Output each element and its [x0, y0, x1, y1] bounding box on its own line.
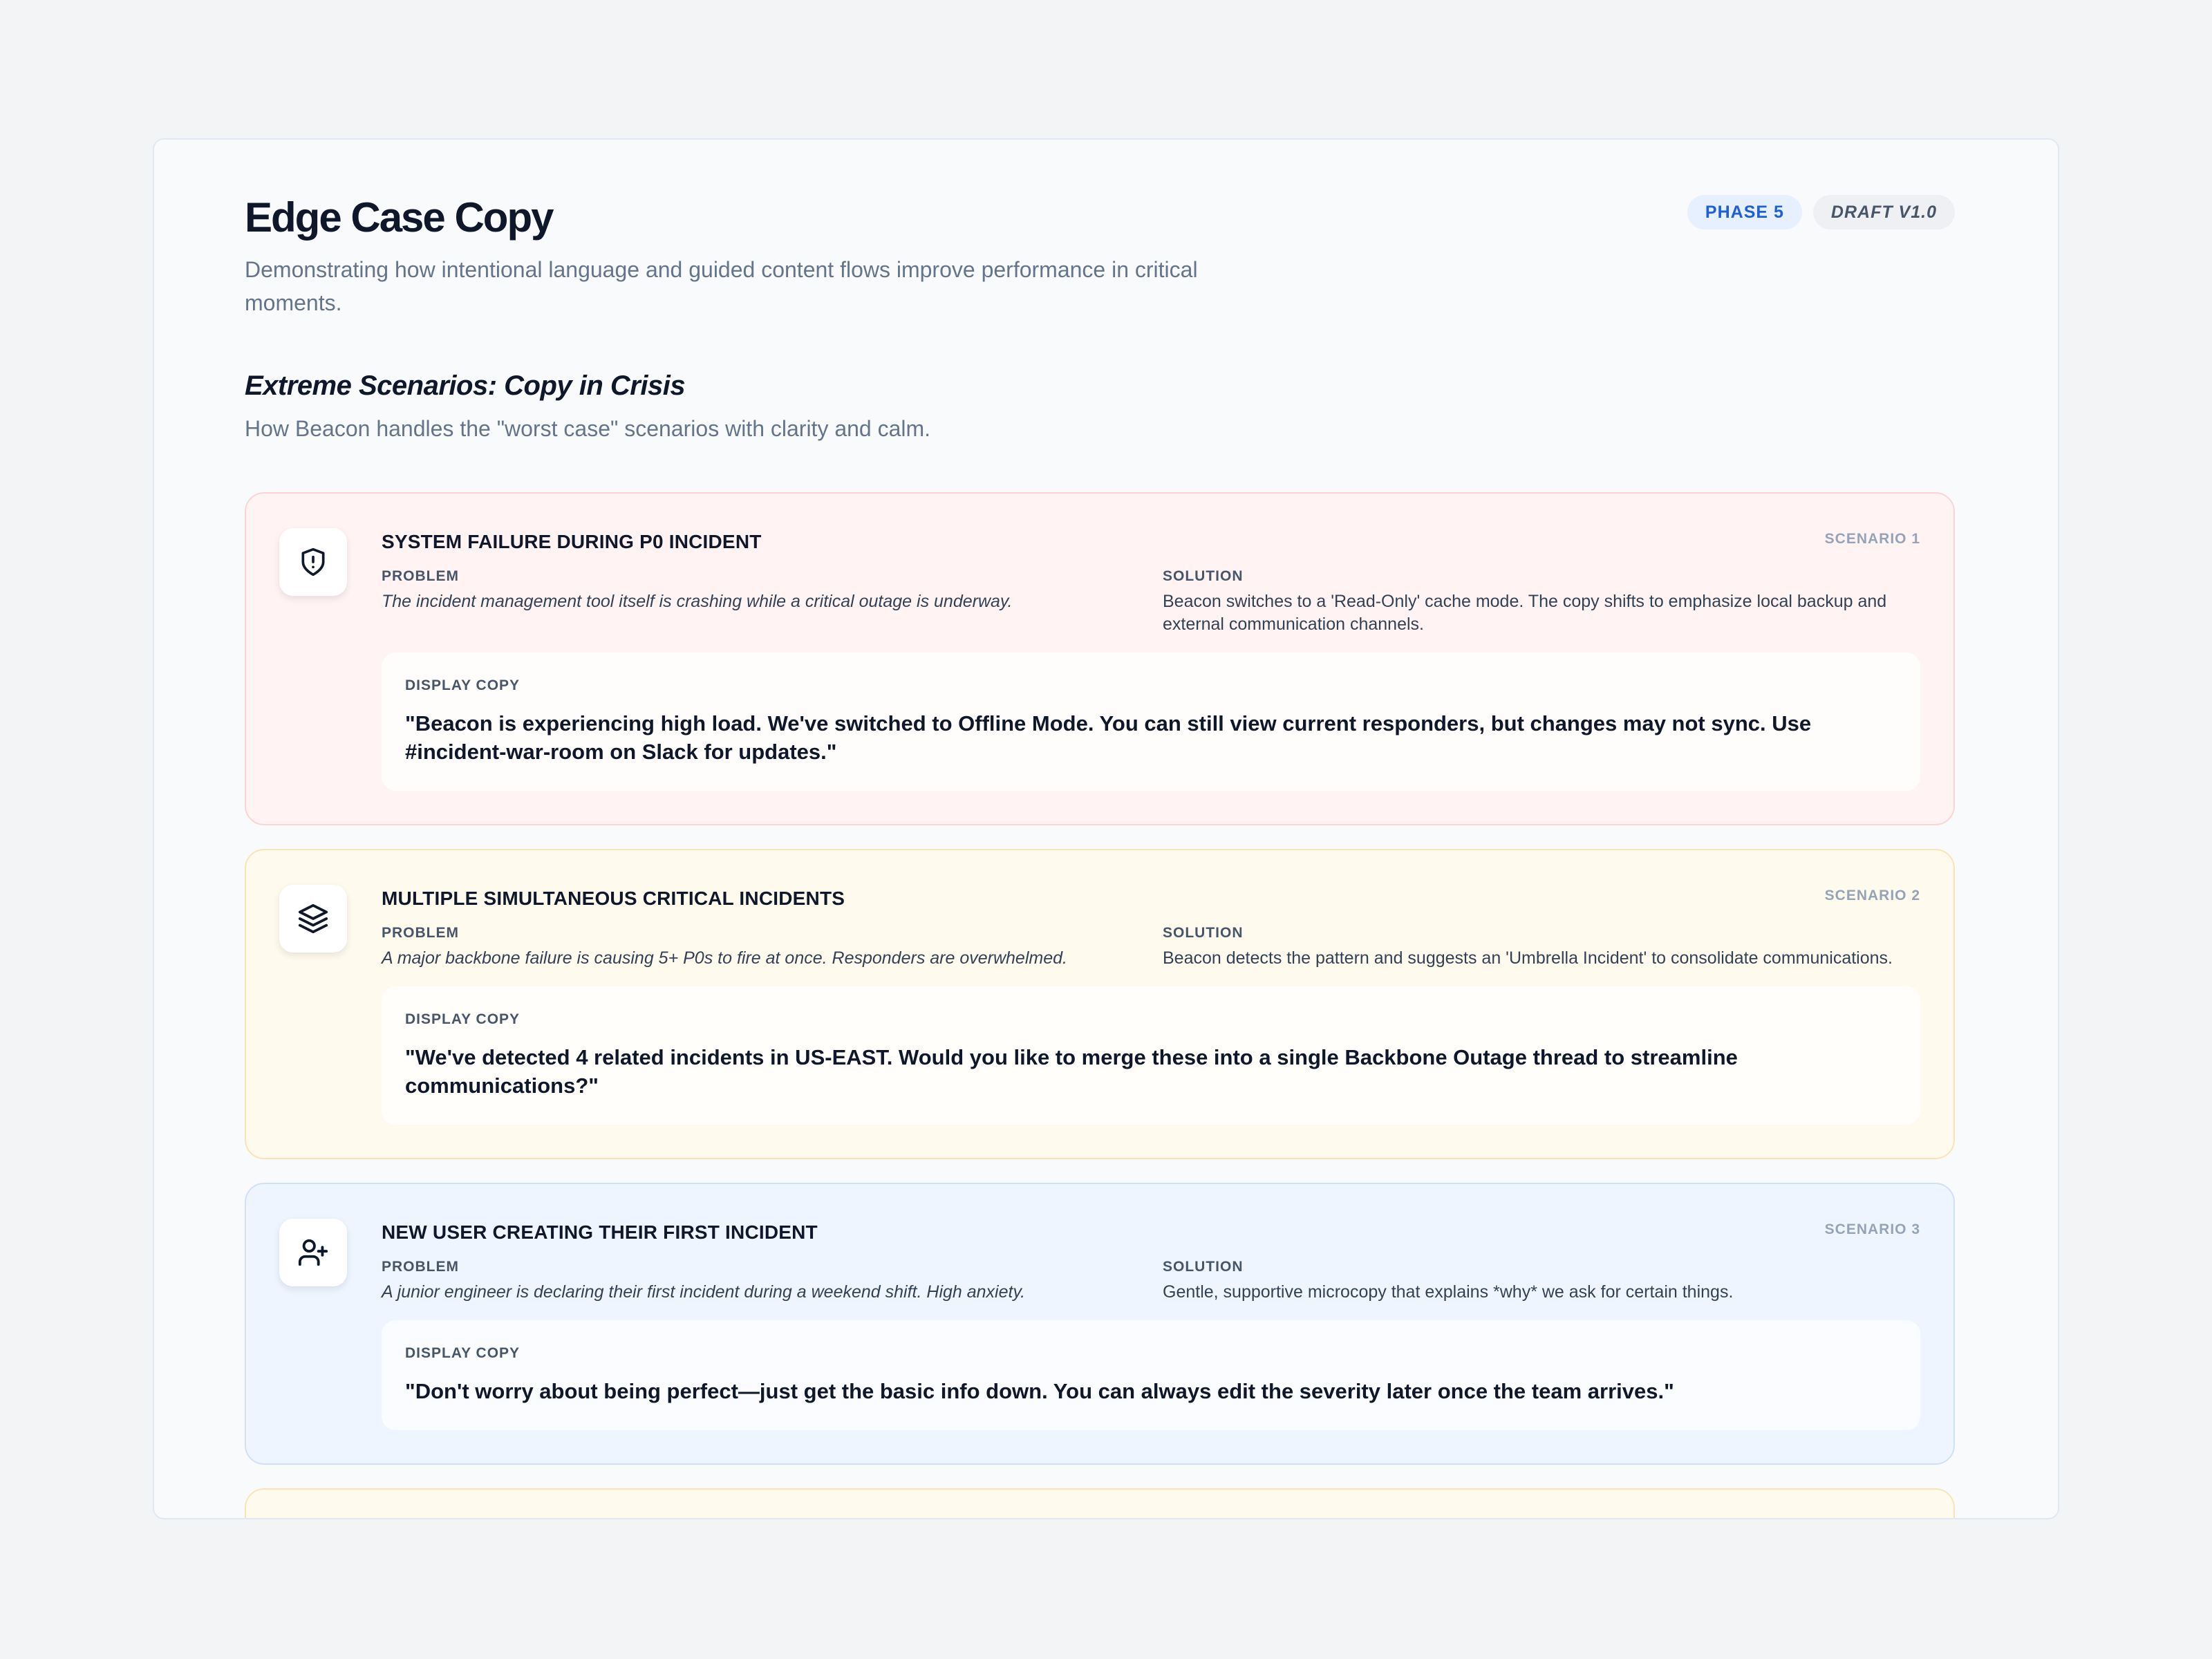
- page-title: Edge Case Copy: [245, 194, 553, 241]
- section-subtitle: How Beacon handles the "worst case" scenarios with clarity and calm.: [245, 416, 931, 441]
- shield-alert-icon: [279, 528, 347, 596]
- section-title: Extreme Scenarios: Copy in Crisis: [245, 371, 686, 401]
- problem-column: [382, 565, 1163, 636]
- display-copy-text: "Don't worry about being perfect—just get the basic info down. You can always edit the severity later once the team arrives.": [405, 1379, 1674, 1403]
- main-panel: [153, 138, 2059, 1519]
- solution-text: Beacon detects the pattern and suggests an 'Umbrella Incident' to consolidate communications.: [1163, 948, 1893, 968]
- scenario-card-partial: [245, 1488, 1955, 1519]
- display-copy-box: [382, 653, 1920, 791]
- solution-column: [1163, 1256, 1920, 1304]
- user-plus-icon: [279, 1219, 347, 1286]
- problem-label: PROBLEM: [382, 925, 459, 941]
- solution-column: [1163, 922, 1920, 970]
- scenario-card: [245, 849, 1955, 1159]
- problem-text: A major backbone failure is causing 5+ P0s to fire at once. Responders are overwhelmed.: [382, 948, 1067, 968]
- problem-column: [382, 922, 1163, 970]
- scenario-number: SCENARIO 3: [1824, 1221, 1920, 1237]
- scenario-card: [245, 1183, 1955, 1465]
- phase-badge: PHASE 5: [1687, 195, 1802, 229]
- solution-label: SOLUTION: [1163, 568, 1244, 584]
- scenario-card: [245, 492, 1955, 825]
- scenario-title: SYSTEM FAILURE DURING P0 INCIDENT: [382, 531, 762, 552]
- display-copy-box: [382, 1320, 1920, 1430]
- display-copy-text: "We've detected 4 related incidents in US-EAST. Would you like to merge these into a single Backbone Outage thread to streamline communications?": [405, 1045, 1738, 1098]
- layers-icon: [279, 885, 347, 953]
- problem-solution-row: [382, 1256, 1920, 1304]
- display-copy-label: DISPLAY COPY: [405, 1345, 521, 1361]
- draft-badge: DRAFT V1.0: [1813, 195, 1955, 229]
- solution-label: SOLUTION: [1163, 1259, 1244, 1275]
- scenario-list: [245, 492, 1955, 1519]
- display-copy-label: DISPLAY COPY: [405, 1011, 521, 1027]
- problem-solution-row: [382, 565, 1920, 636]
- solution-column: [1163, 565, 1920, 636]
- scenario-number: SCENARIO 2: [1824, 888, 1920, 903]
- display-copy-text: "Beacon is experiencing high load. We've switched to Offline Mode. You can still view current responders, but changes may not sync. Use #incident-war-room on Slack for updates.": [405, 711, 1812, 764]
- solution-text: Gentle, supportive microcopy that explains *why* we ask for certain things.: [1163, 1282, 1734, 1302]
- badge-group: [1687, 195, 1955, 229]
- display-copy-box: [382, 986, 1920, 1125]
- problem-solution-row: [382, 922, 1920, 970]
- problem-label: PROBLEM: [382, 1259, 459, 1275]
- solution-text: Beacon switches to a 'Read-Only' cache mode. The copy shifts to emphasize local backup and external communication channels.: [1163, 592, 1887, 634]
- problem-column: [382, 1256, 1163, 1304]
- scenario-number: SCENARIO 1: [1824, 531, 1920, 547]
- scenario-title: MULTIPLE SIMULTANEOUS CRITICAL INCIDENTS: [382, 888, 845, 909]
- page-subtitle: Demonstrating how intentional language and guided content flows improve performance in critical moments.: [245, 257, 1198, 315]
- content: [245, 189, 1955, 1519]
- problem-label: PROBLEM: [382, 568, 459, 584]
- scenario-title: NEW USER CREATING THEIR FIRST INCIDENT: [382, 1221, 818, 1243]
- problem-text: A junior engineer is declaring their first incident during a weekend shift. High anxiety.: [382, 1282, 1026, 1302]
- display-copy-label: DISPLAY COPY: [405, 677, 521, 693]
- solution-label: SOLUTION: [1163, 925, 1244, 941]
- problem-text: The incident management tool itself is crashing while a critical outage is underway.: [382, 592, 1013, 611]
